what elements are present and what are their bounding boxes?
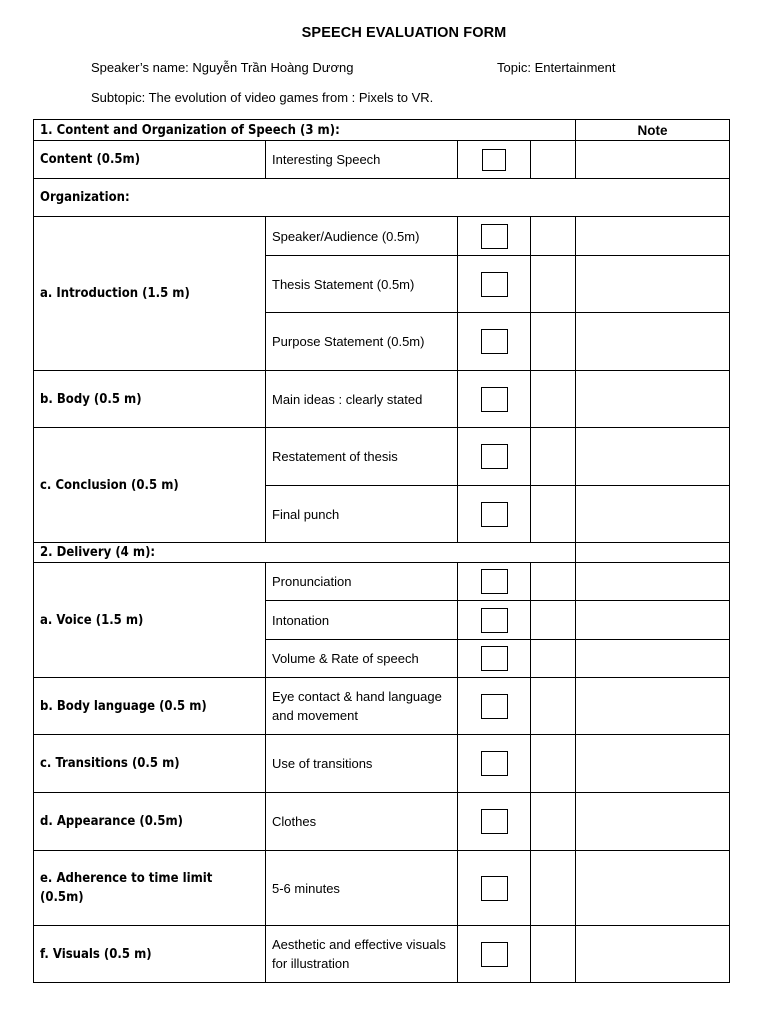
body-language-label: b. Body language (0.5 m) <box>34 678 266 735</box>
checkbox-clothes[interactable] <box>481 809 508 834</box>
note-cell[interactable] <box>576 735 730 793</box>
body-item: Main ideas : clearly stated <box>266 371 458 428</box>
visuals-item: Aesthetic and effective visuals for illustration <box>266 926 458 983</box>
note-cell[interactable] <box>576 640 730 678</box>
score-cell[interactable] <box>531 735 576 793</box>
topic: Topic: Entertainment <box>497 60 616 75</box>
note-cell[interactable] <box>576 371 730 428</box>
introduction-label: a. Introduction (1.5 m) <box>34 217 266 371</box>
table-row <box>34 141 730 179</box>
body-language-item: Eye contact & hand language and movement <box>266 678 458 735</box>
table-row <box>34 793 730 851</box>
voice-item: Pronunciation <box>266 563 458 601</box>
note-cell[interactable] <box>576 428 730 486</box>
score-cell[interactable] <box>531 601 576 640</box>
checkbox-eye-contact[interactable] <box>481 694 508 719</box>
note-cell[interactable] <box>576 563 730 601</box>
table-row <box>34 217 730 256</box>
note-cell[interactable] <box>576 851 730 926</box>
voice-item: Volume & Rate of speech <box>266 640 458 678</box>
conclusion-item: Final punch <box>266 486 458 543</box>
transitions-label: c. Transitions (0.5 m) <box>34 735 266 793</box>
checkbox-restatement[interactable] <box>481 444 508 469</box>
note-cell[interactable] <box>576 217 730 256</box>
score-cell[interactable] <box>531 678 576 735</box>
intro-item: Thesis Statement (0.5m) <box>266 256 458 313</box>
checkbox-final-punch[interactable] <box>481 502 508 527</box>
subtopic: Subtopic: The evolution of video games from : Pixels to VR. <box>91 90 434 105</box>
table-row <box>34 371 730 428</box>
note-cell[interactable] <box>576 486 730 543</box>
checkbox-pronunciation[interactable] <box>481 569 508 594</box>
section2-title: 2. Delivery (4 m): <box>34 543 576 563</box>
note-cell[interactable] <box>576 141 730 179</box>
note-cell[interactable] <box>576 601 730 640</box>
checkbox-intonation[interactable] <box>481 608 508 633</box>
score-cell[interactable] <box>531 141 576 179</box>
score-cell[interactable] <box>531 256 576 313</box>
note-cell[interactable] <box>576 793 730 851</box>
score-cell[interactable] <box>531 486 576 543</box>
score-cell[interactable] <box>531 926 576 983</box>
score-cell[interactable] <box>531 640 576 678</box>
score-cell[interactable] <box>531 563 576 601</box>
section1-title: 1. Content and Organization of Speech (3 m): <box>34 120 576 141</box>
content-label: Content (0.5m) <box>34 141 266 179</box>
note-header: Note <box>576 120 730 141</box>
visuals-label: f. Visuals (0.5 m) <box>34 926 266 983</box>
score-cell[interactable] <box>531 428 576 486</box>
body-label: b. Body (0.5 m) <box>34 371 266 428</box>
section2-header-row <box>34 543 730 563</box>
note-cell[interactable] <box>576 678 730 735</box>
intro-item: Purpose Statement (0.5m) <box>266 313 458 371</box>
transitions-item: Use of transitions <box>266 735 458 793</box>
voice-item: Intonation <box>266 601 458 640</box>
evaluation-table <box>33 119 730 983</box>
time-limit-label: e. Adherence to time limit (0.5m) <box>34 851 266 926</box>
organization-label: Organization: <box>34 179 730 217</box>
note-cell[interactable] <box>576 256 730 313</box>
table-row <box>34 735 730 793</box>
score-cell[interactable] <box>531 851 576 926</box>
score-cell[interactable] <box>531 371 576 428</box>
voice-label: a. Voice (1.5 m) <box>34 563 266 678</box>
conclusion-label: c. Conclusion (0.5 m) <box>34 428 266 543</box>
intro-item: Speaker/Audience (0.5m) <box>266 217 458 256</box>
organization-row <box>34 179 730 217</box>
checkbox-transitions[interactable] <box>481 751 508 776</box>
score-cell[interactable] <box>531 793 576 851</box>
table-row <box>34 678 730 735</box>
table-row <box>34 926 730 983</box>
speaker-name: Speaker’s name: Nguyễn Trần Hoàng Dương <box>91 60 354 75</box>
note-cell[interactable] <box>576 543 730 563</box>
section1-header-row <box>34 120 730 141</box>
checkbox-thesis-statement[interactable] <box>481 272 508 297</box>
checkbox-speaker-audience[interactable] <box>481 224 508 249</box>
checkbox-interesting-speech[interactable] <box>482 149 506 171</box>
form-title: SPEECH EVALUATION FORM <box>301 25 507 41</box>
checkbox-main-ideas[interactable] <box>481 387 508 412</box>
score-cell[interactable] <box>531 313 576 371</box>
appearance-label: d. Appearance (0.5m) <box>34 793 266 851</box>
note-cell[interactable] <box>576 313 730 371</box>
score-cell[interactable] <box>531 217 576 256</box>
table-row <box>34 428 730 486</box>
checkbox-time-limit[interactable] <box>481 876 508 901</box>
table-row <box>34 851 730 926</box>
conclusion-item: Restatement of thesis <box>266 428 458 486</box>
checkbox-purpose-statement[interactable] <box>481 329 508 354</box>
appearance-item: Clothes <box>266 793 458 851</box>
content-item: Interesting Speech <box>266 141 458 179</box>
checkbox-volume-rate[interactable] <box>481 646 508 671</box>
note-cell[interactable] <box>576 926 730 983</box>
table-row <box>34 563 730 601</box>
time-limit-item: 5-6 minutes <box>266 851 458 926</box>
checkbox-visuals[interactable] <box>481 942 508 967</box>
